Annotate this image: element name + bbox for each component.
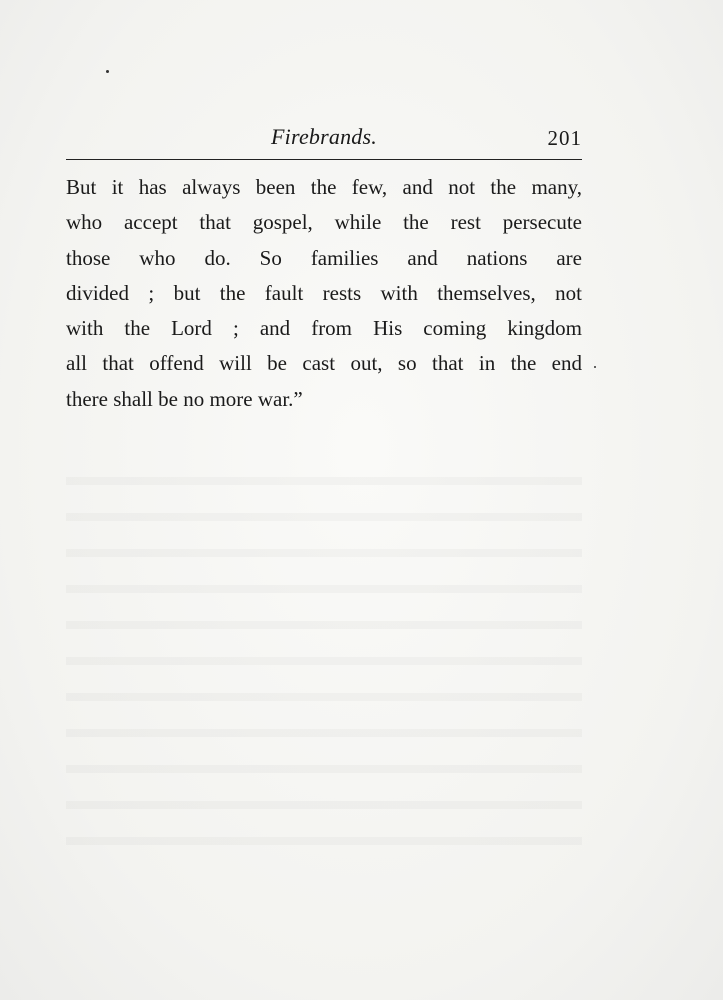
header-rule xyxy=(66,159,582,160)
text-line: divided ; but the fault rests with themselves, not xyxy=(66,280,582,305)
text-line: with the Lord ; and from His coming kingdom xyxy=(66,316,582,341)
page-number: 201 xyxy=(547,126,582,150)
text-line: But it has always been the few, and not the many, xyxy=(66,175,582,199)
ink-speck xyxy=(594,366,596,368)
show-through-shading xyxy=(66,455,582,845)
text-line: all that offend will be cast out, so that in the end xyxy=(66,351,582,376)
text-line: those who do. So families and nations are xyxy=(66,245,582,270)
ink-speck xyxy=(106,70,109,73)
running-title: Firebrands. xyxy=(271,124,377,149)
running-head xyxy=(66,124,582,154)
text-line: who accept that gospel, while the rest persecute xyxy=(66,210,582,235)
text-line: there shall be no more war.” xyxy=(66,386,303,411)
body-paragraph xyxy=(66,170,582,417)
